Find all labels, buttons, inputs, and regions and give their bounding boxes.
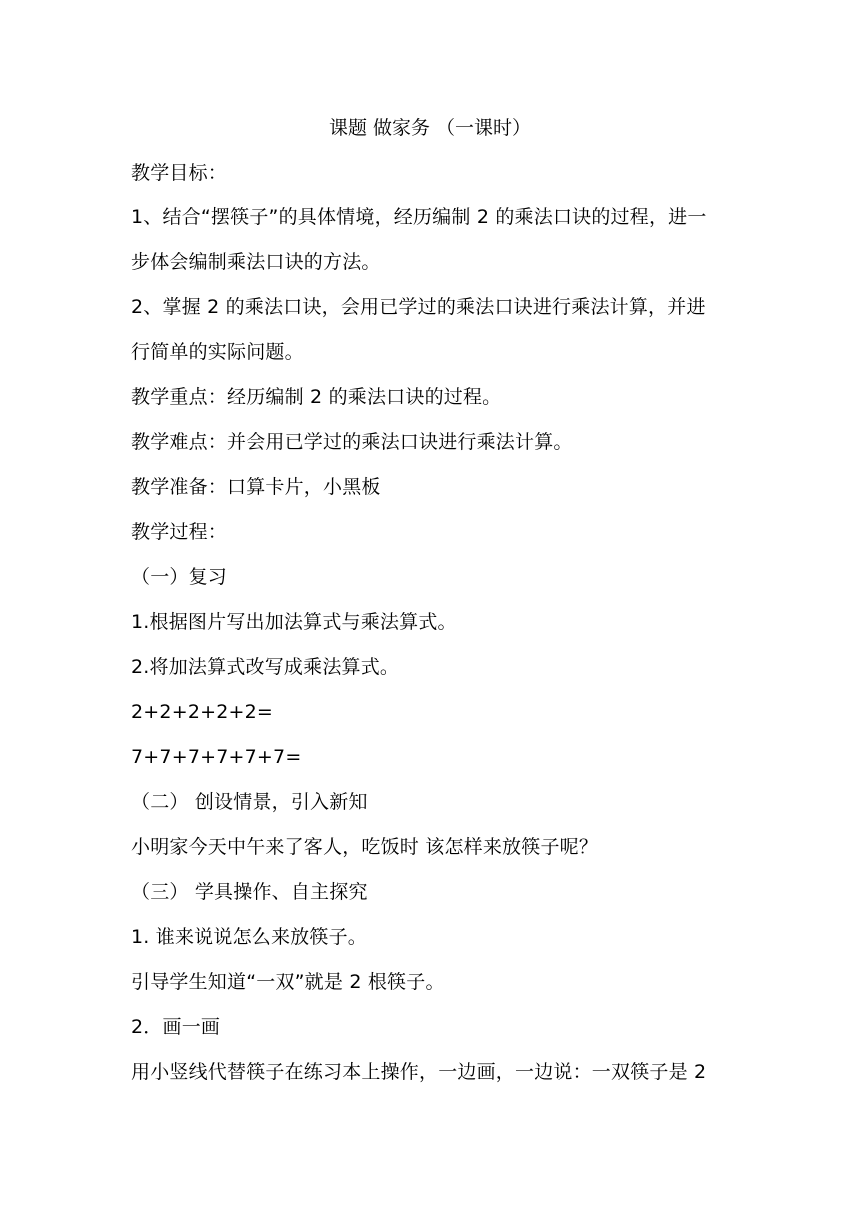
exploration-item-2: 2．画一画: [131, 1016, 221, 1038]
equation-1: 2+2+2+2+2=: [131, 701, 274, 723]
objective-1-line-2: 步体会编制乘法口诀的方法。: [131, 251, 381, 273]
section-heading-objectives: 教学目标：: [131, 162, 228, 184]
scenario-question: 小明家今天中午来了客人，吃饭时 该怎样来放筷子呢？: [131, 836, 599, 858]
subsection-exploration: （三） 学具操作、自主探究: [131, 881, 368, 903]
objective-2-line-1: 2、掌握 2 的乘法口诀，会用已学过的乘法口诀进行乘法计算，并进: [131, 296, 706, 318]
difficult-point: 教学难点：并会用已学过的乘法口诀进行乘法计算。: [131, 431, 573, 453]
drawing-instruction: 用小竖线代替筷子在练习本上操作，一边画，一边说：一双筷子是 2: [131, 1061, 707, 1083]
objective-2-line-2: 行简单的实际问题。: [131, 341, 304, 363]
subsection-review: （一）复习: [131, 566, 228, 588]
exploration-guide: 引导学生知道“一双”就是 2 根筷子。: [131, 971, 445, 993]
review-item-1: 1.根据图片写出加法算式与乘法算式。: [131, 611, 457, 633]
document-title: 课题 做家务 （一课时）: [328, 117, 532, 139]
section-heading-process: 教学过程：: [131, 521, 228, 543]
review-item-2: 2.将加法算式改写成乘法算式。: [131, 656, 400, 678]
key-point: 教学重点：经历编制 2 的乘法口诀的过程。: [131, 386, 502, 408]
teaching-preparation: 教学准备：口算卡片，小黑板: [131, 476, 381, 498]
objective-1-line-1: 1、结合“摆筷子”的具体情境，经历编制 2 的乘法口诀的过程，进一: [131, 206, 707, 228]
subsection-scenario: （二） 创设情景，引入新知: [131, 791, 368, 813]
equation-2: 7+7+7+7+7+7=: [131, 746, 302, 768]
exploration-item-1: 1. 谁来说说怎么来放筷子。: [131, 926, 367, 948]
